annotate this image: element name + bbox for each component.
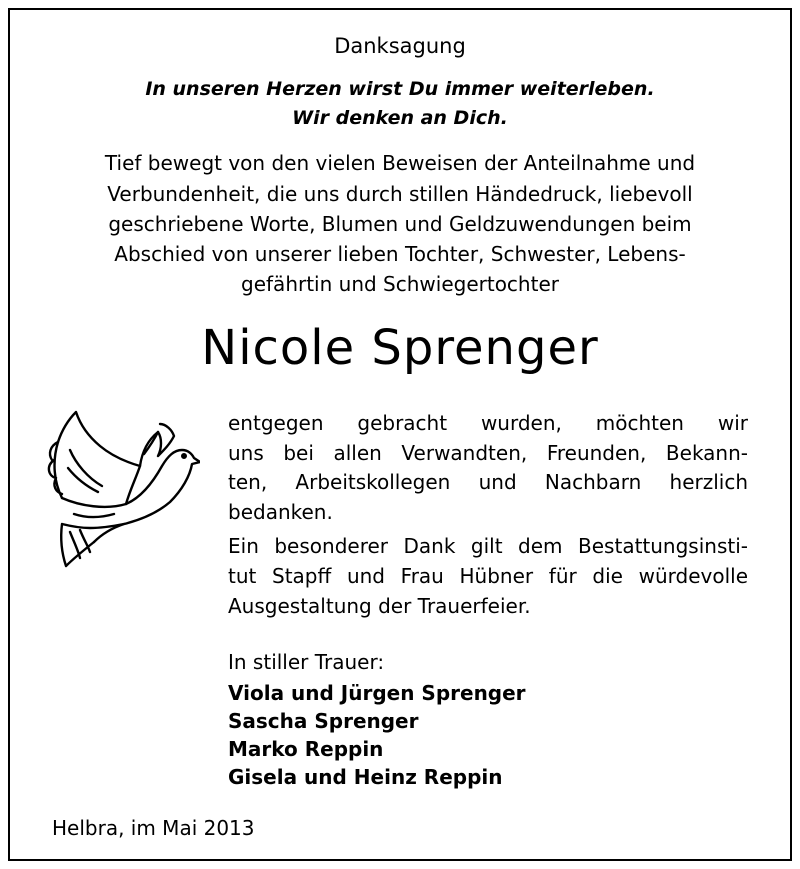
mourner-4: Gisela und Heinz Reppin — [228, 765, 503, 789]
thanks-line-1: entgegen gebracht wurden, möchten wir — [228, 411, 748, 435]
obituary-notice — [8, 8, 792, 861]
place-and-date: Helbra, im Mai 2013 — [52, 816, 255, 840]
intro-line-1: Tief bewegt von den vielen Beweisen der Anteilnahme und — [104, 151, 696, 175]
mourner-3: Marko Reppin — [228, 737, 384, 761]
thanks-line-7: Ausgestaltung der Trauerfeier. — [228, 594, 531, 618]
deceased-name: Nicole Sprenger — [201, 320, 599, 376]
dove-icon — [40, 394, 200, 570]
thanks-line-6: tut Stapff und Frau Hübner für die würdevolle — [228, 564, 748, 588]
thanks-line-4: bedanken. — [228, 500, 333, 524]
mourner-1: Viola und Jürgen Sprenger — [228, 681, 526, 705]
mourning-label: In stiller Trauer: — [228, 650, 385, 674]
thanks-line-2: uns bei allen Verwandten, Freunden, Bekann- — [228, 441, 748, 465]
thanks-line-5: Ein besonderer Dank gilt dem Bestattungsinsti- — [228, 534, 748, 558]
motto-line-1: In unseren Herzen wirst Du immer weiterleben. — [145, 78, 655, 100]
intro-line-5: gefährtin und Schwiegertochter — [241, 272, 559, 296]
thanks-line-3: ten, Arbeitskollegen und Nachbarn herzlich — [228, 470, 748, 494]
notice-heading: Danksagung — [334, 34, 466, 58]
mourner-2: Sascha Sprenger — [228, 709, 419, 733]
motto-line-2: Wir denken an Dich. — [292, 107, 508, 129]
intro-line-4: Abschied von unserer lieben Tochter, Schwester, Lebens- — [114, 242, 686, 266]
intro-line-3: geschriebene Worte, Blumen und Geldzuwendungen beim — [108, 212, 692, 236]
intro-line-2: Verbundenheit, die uns durch stillen Händedruck, liebevoll — [107, 182, 693, 206]
